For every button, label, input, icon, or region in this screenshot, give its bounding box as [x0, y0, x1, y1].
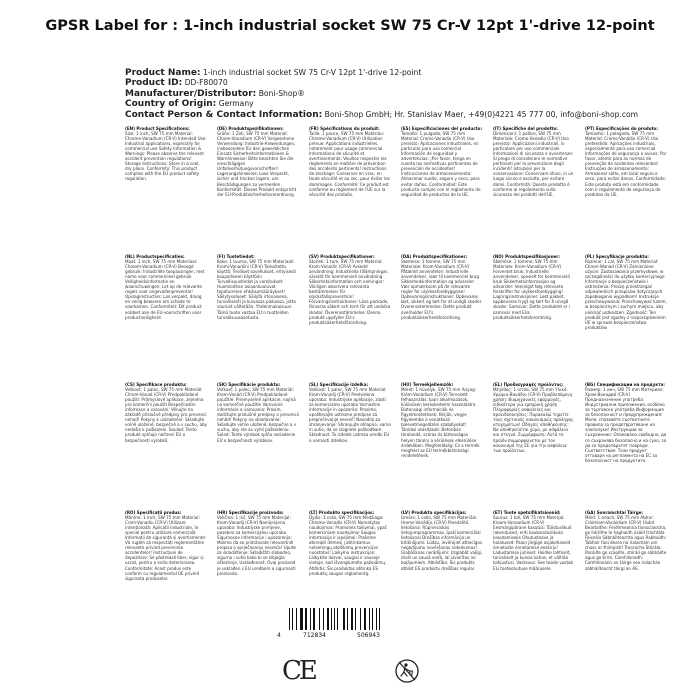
barcode: [277, 608, 417, 650]
spec-heading: (LT) Produkto specifikacijos:: [309, 510, 375, 515]
spec-text: Maat: 1 inch, SW 75 mm Materiaal: Chroom-Vanadium (CR-V) Beoogd gebruik: Industriële toepassingen, met name voor commercieel gebruik Veiligheidsinformatie en waarschuwingen: Let op de relevante regels voor ongevallenpreventie! Opslaginstructies: Los verpakt, droog en veilig bewaren om schade te voorkomen. Conformiteit: Dit product voldoet aan de EU-voorschriften voor productveiligheid.: [125, 259, 205, 320]
info-value: DD-F80070: [184, 78, 228, 88]
spec-cell-no: [493, 254, 575, 377]
barcode-bar: [292, 608, 293, 630]
barcode-bar: [337, 608, 338, 630]
spec-cell-es: [401, 126, 483, 249]
spec-heading: (EL) Προδιαγραφές προϊόντος:: [493, 382, 564, 387]
spec-text: Storlek: 1 tum, SW 75 mm Material: Krom-Vanadin (CR-V) Avsedd användning: Industriella tillämpningar, särskilt för kommersiell användning Säkerhetsinformation och varningar: Vänligen observera relevanta bestämmelser för olycksfallsprevention! Förvaringsinstruktioner: Lösa packade, förvaras säkert och torrt för att undvika skador. Överensstämmelse: Denna produkt uppfyller EU:s produktsäkerhetsförordning.: [309, 259, 391, 325]
spec-cell-nl: [125, 254, 207, 377]
spec-heading: (RO) Specificații produs:: [125, 510, 182, 515]
barcode-bar: [343, 608, 345, 630]
spec-cell-fr: [309, 126, 391, 249]
spec-heading: (GA) Sonraíochtaí Táirge:: [585, 510, 644, 515]
spec-heading: (SK) Špecifikácie produktu:: [217, 382, 281, 387]
spec-cell-pt: [585, 126, 667, 249]
barcode-bar: [289, 608, 290, 630]
spec-text: Μέγεθος: 1 ίντσα, SW 75 mm Υλικό: Χρώμιο-Βανάδιο (CR-V) Προβλεπόμενη χρήση: Βιομηχανικές εφαρμογές, ειδικότερα για εμπορική χρήση Πληροφορίες ασφαλείας και προειδοποιήσεις: Παρακαλώ τηρείτε τους σχετικούς κανονισμούς πρόληψης ατυχημάτων! Οδηγίες αποθήκευσης: Να αποθηκεύεται χύμα, με ασφάλεια και στεγνό. Συμμόρφωση: Αυτό το προϊόν συμμορφώνεται με τον κανονισμό της ΕΕ για την ασφάλεια των προϊόντων.: [493, 387, 574, 453]
barcode-bar: [369, 608, 370, 630]
spec-text: Veľkosť: 1 palec, SW 75 mm Materiál: Krom-Vanád (CR-V) Predpokladané použitie: Priemyselné aplikácie, najmä na komerčné použitie Varovanie informácie a varovania: Prosím, dodržujte príslušné predpisy o prevencii nehôd! Pokyny na skladovanie: Skladujte voľne uložené, bezpečne a v suchu, aby ste sa vyhli poškodeniu. Súlad: Tento výrobok spĺňa nariadenie EÚ o bezpečnosti výrobkov.: [217, 387, 299, 443]
spec-cell-sv: [309, 254, 391, 377]
spec-text: Размер: 1 инч, SW 75 mm Материал: Хром-Ванадий (CR-V) Предназначение употреба: Индустриални приложения, особено за търговска употреба Информация за безопасност и предупреждения: Моля, спазвайте съответните правила за предотвратяване на злополуки! Инструкции за съхранение: Опаковано свободно, да се съхранява безопасно и на сухо, за да се предотвратят повреди. Съответствие: Този продукт отговаря на регламента на ЕС за безопасност на продуктите.: [585, 387, 667, 463]
spec-cell-de: [217, 126, 299, 249]
spec-row: [125, 126, 673, 249]
barcode-bar: [305, 608, 307, 630]
spec-text: Tamanho: 1 polegada, SW 75 mm Material: Cromo-Vanádio (CR-V) Uso pretendido: Aplicações industriais, especialmente para uso comercial Informações de segurança e avisos: Por favor, atente para as normas de prevenção de acidentes relevantes! Instruções de armazenamento: Armazenar solto, em local seguro e seco, para evitar danos. Conformidade: Este produto está em conformidade com o regulamento de segurança de produtos da UE.: [585, 131, 667, 197]
spec-heading: (NO) Produktspesifikasjoner:: [493, 254, 560, 259]
info-value: 1-inch industrial socket SW 75 Cr-V 12pt 1'-drive 12-point: [202, 68, 422, 77]
spec-cell-da: [401, 254, 483, 377]
barcode-bar: [313, 608, 315, 630]
spec-cell-pl: [585, 254, 667, 377]
tidyman-icon: [395, 658, 419, 684]
barcode-bars: [289, 608, 407, 630]
spec-heading: (HU) Termékjellemzők:: [401, 382, 454, 387]
spec-cell-fi: [217, 254, 299, 377]
spec-heading: (PL) Specyfikacje produktu:: [585, 254, 649, 259]
barcode-bar: [319, 608, 320, 630]
spec-text: Size: 1 inch, SW 75 mm Material: Chrome-Vanadium (CR-V) Intended Use: Industrial applications, especially for commercial use Safety Information & Warnings: Please observe the relevant accident prevention regulations! Storage Instructions: Store in a cool, dry place. Conformity: This product complies with the EU product safety regulation.: [125, 131, 207, 182]
product-name-row: [125, 68, 685, 78]
spec-heading: (IT) Specifiche del prodotto:: [493, 126, 558, 131]
spec-heading: (DE) Produktspezifikationen:: [217, 126, 284, 131]
spec-text: Velikost: 1 palec, SW 75 mm Materiál: Chrom-Vanad (CR-V) Předpokládané použití: Průmyslové aplikace, zejména pro komerční použití Bezpečnostní informace a varování: Věnujte na základě příslušné předpisy pro prevenci nehod! Pokyny k uskladnění: Skladujte volně uložené, bezpečně a v suchu, aby nedošlo k poškození. Soulad: Tento produkt splňuje nařízení EU o bezpečnosti výrobků.: [125, 387, 207, 443]
spec-heading: (HR) Specifikacije proizvoda:: [217, 510, 284, 515]
barcode-bar: [327, 608, 329, 630]
barcode-right-digits: 506943: [357, 632, 380, 639]
spec-text: Méret: 1 hüvelyk, SW 75 mm Anyag: Króm-Vanádium (CR-V) Tervezett felhasználás: Ipari alkalmazások, különösen kereskedelmi használatra Biztonsági információk és figyelmeztetések: Kérjük, vegye figyelembe a vonatkozó balesetmegelőzési szabályokat! Tárolási utasítások: Betonban tárolandó, száraz és biztonságos helyen tárolni a sérülések elkerülése érdekében. Megfelelőség: Ez a termék megfelel az EU termékbiztonsági rendeletének.: [401, 387, 480, 458]
barcode-first-digit: 4: [277, 632, 281, 639]
spec-heading: (SV) Produktspecifikationer:: [309, 254, 375, 259]
info-key: Country of Origin:: [125, 99, 217, 110]
spec-cell-it: [493, 126, 575, 249]
spec-cell-cs: [125, 382, 207, 505]
spec-text: Rozmiar: 1 cal, SW 75 mm Materiał: Chrom-Wanad (CR-V) Zamierzone użycie: Zastosowania przemysłowe, w szczególności do użytku komercyjnego Informacje o bezpieczeństwie i ostrzeżenia: Proszę przestrzegać odpowiednich przepisów dotyczących zapobiegania wypadkom! Instrukcje przechowywania: Przechowywać luzem, w bezpiecznym i suchym miejscu, aby uniknąć uszkodzeń. Zgodność: Ten produkt jest zgodny z rozporządzeniem UE w sprawie bezpieczeństwa produktów.: [585, 259, 667, 330]
barcode-bar: [376, 608, 377, 630]
spec-cell-bg: [585, 382, 667, 505]
barcode-bar: [355, 608, 356, 630]
spec-text: Velikost: 1 palec, SW 75 mm Material: Krom-Vanadij (CR-V) Predvidena uporaba: Industrijske aplikacije, zlasti za komercialno uporabo Varnostne informacije in opozorila: Prosimo, upoštevajte ustrezne predpise za preprečevanje nesreč! Navodila za shranjevanje: Shranjujte ohlapno, varno in suho, da se izognete poškodbam. Skladnost: Ta izdelek ustreza uredbi EU o varnosti izdelkov.: [309, 387, 391, 443]
manufacturer-row: [125, 89, 685, 99]
spec-heading: (PT) Especificações do produto:: [585, 126, 659, 131]
spec-text: Taille: 1 pouce, SW 75 mm Matériau: Chrome-Vanadium (CR-V) Utilisation prévue: Applications industrielles, notamment pour usage commercial Informations de sécurité et avertissements: Veuillez respecter les règlements en matière de prévention des accidents pertinents! Instructions de stockage: Conserver en vrac, en toute sécurité et au sec, pour éviter les dommages. Conformité: Ce produit est conforme au règlement de l'UE sur la sécurité des produits.: [309, 131, 390, 197]
spec-text: Koko: 1 tuuma, SW 75 mm Materiaali: Kromi-Vanadiini (CR-V) Tarkoitettu käyttö: Teolliset sovellukset, erityisesti kaupalliseen käyttöön Turvallisuustiedot ja varoitukset: Huomioithan asiaankuuluvat tapaturmien ehkäisymääräykset! Säilytysohjeet: Säilytä irtonaisena, turvallisesti ja kuivassa paikassa, jotta vaurioit vältetään. Yhdenmukaisuus: Tämä tuote vastaa EU:n tuotteiden turvallisuusasetusta.: [217, 259, 297, 320]
barcode-bar: [334, 608, 335, 630]
info-key: Manufacturer/Distributor:: [125, 88, 257, 99]
barcode-bar: [360, 608, 361, 630]
spec-text: Suurus: 1 toll, SW 75 mm Materjal: Kroom-Vanaadium (CR-V) Eesmärgipärane kasutus: Tööstuslikud rakendused, eriti kaubanduslikuks kasutamiseks Ohutusteave ja hoiatused: Palun järgige asjakohaseid õnnetuste ennetamise eeskirju! Ladustamise juhised: Hoidke lahtiselt, turvaliselt ja kuivas kohas, et vältida kahjustusi. Vastavus: See toode vastab ELi tooteohutuse määrusele.: [493, 515, 574, 571]
spec-heading: (FI) Tuotetiedot:: [217, 254, 255, 259]
country-row: [125, 99, 685, 109]
barcode-bar: [372, 608, 373, 630]
spec-cell-sl: [309, 382, 391, 505]
spec-text: Veličina: 1 inč, SW 75 mm Materijal: Krom-Vanadij (CR-V) Namijenjena uporaba: Industrijske primjene, posebno za komercijalnu uporabu Sigurnosne informacije i upozorenja: Molimo da se pridržavate relevantnih propisa o sprječavanju nesreća! Upute za skladištenje: Skladištiti slobodno, sigurno i suho kako bi se izbjegla oštećenja. Usklađenost: Ovaj proizvod je usklađen s EU uredbom o sigurnosti proizvoda.: [217, 515, 296, 576]
spec-heading: (LV) Produkta specifikācijas:: [401, 510, 467, 515]
barcode-left-digits: 712834: [303, 632, 326, 639]
spec-cell-hu: [401, 382, 483, 505]
barcode-bar: [300, 608, 303, 630]
page-title: GPSR Label for : 1-inch industrial socket SW 75 Cr-V 12pt 1'-drive 12-point: [45, 18, 655, 34]
info-key: Product Name:: [125, 68, 201, 78]
info-value: Boni-Shop®: [258, 88, 305, 98]
spec-grid: [125, 126, 673, 631]
spec-cell-el: [493, 382, 575, 505]
info-key: Product ID:: [125, 78, 183, 89]
barcode-bar: [364, 608, 366, 630]
barcode-bar: [323, 608, 324, 630]
spec-cell-ro: [125, 510, 207, 626]
spec-text: Tamaño: 1 pulgada, SW 75 mm Material: Cromo-Vanadio (CR-V) Uso previsto: Aplicaciones industriales, en particular para uso comercial Información de seguridad y advertencias: ¡Por favor, tenga en cuenta las normativas pertinentes de prevención de accidentes! Instrucciones de almacenamiento: Almacenar suelto, seguro y seco, para evitar daños. Conformidad: Este producto cumple con el reglamento de seguridad de productos de la UE.: [401, 131, 481, 197]
spec-text: Größe: 1 Zoll, SW 75 mm Material: Chrom-Vanadium (CR-V) Vorgesehene Verwendung: Industrie-Anwendungen, insbesondere für den gewerblichen Einsatz Sicherheitsinformationen & Warnhinweise: Bitte beachten Sie die einschlägigen Unfallverhütungsvorschriften! Lagerungshinweise: Lose Verpackt, sicher und trocken lagern, um Beschädigungen zu vermeiden. Konformität: Dieses Produkt entspricht der EU-Produktsicherheitsverordnung.: [217, 131, 297, 197]
barcode-bar: [351, 608, 353, 630]
info-key: Contact Person & Contact Information:: [125, 109, 323, 120]
barcode-bar: [379, 608, 380, 630]
spec-row: [125, 382, 673, 505]
spec-text: Mărime: 1 inch, SW 75 mm Material: Crom-Vanadiu (CR-V) Utilizare intenționată: Aplicații industriale, în special pentru utilizare comercială Informații de siguranță și avertismente: Vă rugăm să respectați reglementările relevante privind prevenirea accidentelor! Instrucțiuni de depozitare: Se păstrează liber, sigur și uscat, pentru a evita deteriorarea. Conformitate: Acest produs este conform cu regulamentul UE privind siguranța produselor.: [125, 515, 207, 581]
contact-row: [125, 110, 685, 120]
spec-heading: (FR) Spécifications du produit:: [309, 126, 380, 131]
product-info: [125, 68, 685, 120]
spec-heading: (SL) Specifikacije izdelka:: [309, 382, 369, 387]
spec-heading: (NL) Productspecificaties:: [125, 254, 185, 259]
spec-heading: (EN) Product Specifications:: [125, 126, 190, 131]
spec-text: Dimensioni: 1 pollice, SW 75 mm Materiale: Cromo-Vanadio (CR-V) Uso previsto: Applicazioni industriali, in particolare per uso commerciale Informazioni di sicurezza e avvertenze: Si prega di considerare le normative pertinenti per la prevenzione degli incidenti! Istruzioni per la conservazione: Conservare sfuso, in un luogo sicuro e asciutto, per evitare danni. Conformità: Questo prodotto è conforme al regolamento sulla sicurezza dei prodotti dell'UE.: [493, 131, 574, 197]
ce-mark-icon: [282, 656, 315, 686]
spec-row: [125, 254, 673, 377]
barcode-bar: [296, 608, 297, 630]
spec-cell-en: [125, 126, 207, 249]
spec-text: Størrelse: 1 tomme, SW 75 mm Materiale: Krom-Vanadium (CR-V) Påtænkt anvendelse: Industrielle anvendelser, især til kommerciel brug Sikkerhedsinformation og advarsler: Vær opmærksom på de relevante regler for ulykkesforebyggelse! Opbevaringsinstruktioner: Opbevares løst, sikkert og tørt for at undgå skader. Overensstemmelse: Dette produkt overholder EU's produktsikkerhedsforordning.: [401, 259, 483, 320]
barcode-bar: [331, 608, 332, 630]
barcode-bar: [347, 608, 348, 630]
spec-heading: (DA) Produktspecifikationer:: [401, 254, 468, 259]
spec-heading: (ES) Especificaciones del producto:: [401, 126, 483, 131]
spec-cell-et: [493, 510, 575, 626]
spec-text: Størrelse: 1 tomme, SW 75 mm Materiale: Krom-Vanadium (CR-V) Forventet bruk: Industrielle anvendelser, spesielt for kommersiell bruk Sikkerhetsinformasjon og advarsler: Vennligst følg relevante forskrifter for ulykkesforebygging! Lagringsinstruksjoner: Løst pakket, oppbevares trygt og tørt for å unngå skader. Samsvar: Dette produktet er i samsvar med EUs produktsikkerhetsforordning.: [493, 259, 571, 320]
barcode-bar: [310, 608, 311, 630]
product-id-row: [125, 78, 685, 88]
spec-text: Dydis: 1 colis, SW 75 mm Medžiaga: Chromo-Vanadis (CR-V) Numatytas naudojimas: Pramonės taikymai, ypač komerciniam naudojimui Saugos informacija ir įspėjimai: Prašome atkreipti dėmesį į atitinkamus nelaimingų atsitikimų prevencijos nuostatus! Laikymo instrukcijos: Laikykite laisvai, saugiai ir sausoje vietoje, kad išvengtumėte pažeidimų. Atitiktis: Šis produktas atitinka ES produktų saugos reglamentą.: [309, 515, 387, 576]
spec-cell-sk: [217, 382, 299, 505]
tidyman-head: [404, 663, 407, 666]
info-value: Germany: [218, 99, 254, 109]
info-value: Boni-Shop GmbH; Hr. Stanislav Maer, +49(0)4221 45 777 00, info@boni-shop.com: [324, 109, 639, 119]
spec-heading: (ET) Toote spetsifikatsioonid:: [493, 510, 561, 515]
spec-cell-ga: [585, 510, 667, 626]
spec-text: Izmērs: 1 colla, SW 75 mm Materiāls: Hroms-Vanādijs (CR-V) Paredzētā lietošana: Rūpnieciskas lietojumprogrammas, īpaši komerciālai lietošanai Drošības informācija un brīdinājumi: Lūdzu, ievērojiet attiecīgos negadījumu novēršanas noteikumus! Glabāšanas norādījumi: Uzglabāt vaļīgi, droši un sausā vietā, lai izvairītos no bojājumiem. Atbilstība: Šis produkts atbilst ES produktu drošības regulai.: [401, 515, 483, 571]
spec-heading: (BG) Спецификации на продукта:: [585, 382, 665, 387]
spec-heading: (CS) Specifikace produktu:: [125, 382, 187, 387]
ce-mark-text: CE: [282, 656, 315, 686]
spec-text: Méid: 1 orlach, SW 75 mm Ábhar: Cróimiam-Vanaidiam (CR-V) Úsáid Beartaithe: Feidhmeanna tionsclaíocha, go háirithe le haghaidh úsáid tráchtála Faisnéis Sábháilteachta agus Rabhaidh: Tabhair faoi deara na rialacháin um chosc ar thimpistí! Treoracha Stórála: Pacáilte go scaoilte, stóráil go sábháilte agus go tirim. Comhlíonadh: Comhlíonann an táirge seo rialachán sábháilteacht táirgí an AE.: [585, 515, 667, 571]
